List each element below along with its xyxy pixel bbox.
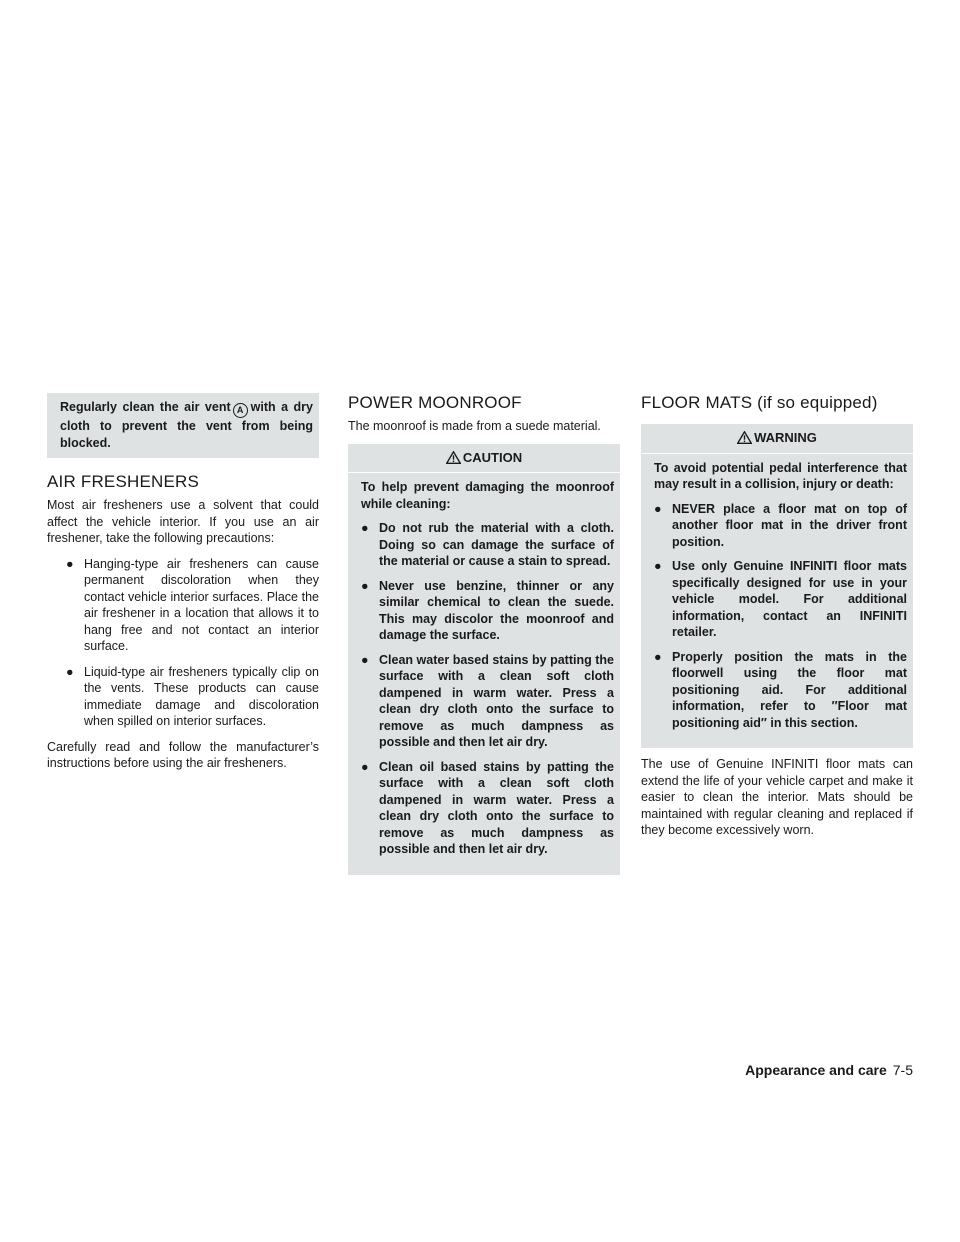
page-number: 7-5 <box>892 1062 913 1078</box>
list-item: ● Properly position the mats in the floorwell using the floor mat positioning aid. For additional information, refer to ″Floor mat positioning aid″ in this section. <box>654 649 907 730</box>
bullet-icon: ● <box>361 521 369 535</box>
bullet-icon: ● <box>654 559 662 573</box>
bullet-icon: ● <box>66 556 74 571</box>
air-fresheners-intro: Most air fresheners use a solvent that could affect the vehicle interior. If you use an air freshener, take the following precautions: <box>47 498 319 545</box>
air-fresheners-closing: Carefully read and follow the manufacturer’s instructions before using the air fresheners. <box>47 739 319 770</box>
bullet-icon: ● <box>361 652 369 667</box>
page-footer <box>745 1062 913 1078</box>
caution-box <box>348 444 620 875</box>
warning-box <box>641 424 913 748</box>
footer-section-title: Appearance and care <box>745 1062 887 1078</box>
bullet-icon: ● <box>361 759 369 774</box>
list-item: ● NEVER place a floor mat on top of another floor mat in the driver front position. <box>654 501 907 549</box>
column-left <box>47 393 319 781</box>
list-item: ● Clean water based stains by patting the surface with a clean soft cloth dampened in warm water. Press a clean dry cloth onto the surface to remove as much dampness as possible and then let air dry. <box>361 652 614 749</box>
warning-triangle-icon <box>737 431 752 444</box>
note-text-after: with a dry cloth to prevent the vent from being blocked. <box>60 400 313 450</box>
warning-triangle-icon <box>446 451 461 464</box>
list-item: ● Hanging-type air fresheners can cause permanent discoloration when they contact vehicle interior surfaces. Place the air freshener in a location that allows it to hang free and not contact an interior surface. <box>66 556 319 653</box>
bullet-icon: ● <box>66 664 74 679</box>
column-middle <box>348 393 620 883</box>
vent-cleaning-note <box>47 393 319 458</box>
bullet-icon: ● <box>654 649 662 664</box>
list-item: ● Do not rub the material with a cloth. Doing so can damage the surface of the material or cause a stain to spread. <box>361 521 614 568</box>
bullet-icon: ● <box>654 501 662 516</box>
floor-mats-body: The use of Genuine INFINITI floor mats can extend the life of your vehicle carpet and make it easier to clean the interior. Mats should be maintained with regular cleaning and replaced if they become excessively worn. <box>641 757 913 837</box>
caution-title: CAUTION <box>462 449 523 465</box>
warning-header <box>641 430 913 454</box>
warning-title: WARNING <box>754 430 817 445</box>
column-right <box>641 393 913 848</box>
list-item: ● Never use benzine, thinner or any similar chemical to clean the suede. This may discolor the moonroof and damage the surface. <box>361 578 614 642</box>
circled-a-marker-icon: A <box>233 403 248 418</box>
air-fresheners-precautions <box>47 556 319 730</box>
list-item: ● Clean oil based stains by patting the surface with a clean soft cloth dampened in warm water. Press a clean dry cloth onto the surface to remove as much dampness as possible and then let air dry. <box>361 759 614 856</box>
list-item: ● Use only Genuine INFINITI floor mats specifically designed for use in your vehicle model. For additional information, contact an INFINITI retailer. <box>654 559 907 639</box>
power-moonroof-heading: POWER MOONROOF <box>348 393 522 412</box>
power-moonroof-intro: The moonroof is made from a suede material. <box>348 419 601 433</box>
warning-lead: To avoid potential pedal interference that may result in a collision, injury or death: <box>654 460 907 491</box>
caution-lead: To help prevent damaging the moonroof while cleaning: <box>361 480 614 511</box>
caution-header <box>348 450 620 474</box>
warning-list <box>654 501 907 732</box>
floor-mats-heading: FLOOR MATS (if so equipped) <box>641 393 878 412</box>
caution-list <box>361 520 614 858</box>
note-text-before: Regularly clean the air vent <box>60 400 231 414</box>
air-fresheners-heading: AIR FRESHENERS <box>47 472 200 491</box>
bullet-icon: ● <box>361 578 369 593</box>
list-item: ● Liquid-type air fresheners typically clip on the vents. These products can cause immediate damage and discoloration when spilled on interior surfaces. <box>66 664 319 728</box>
